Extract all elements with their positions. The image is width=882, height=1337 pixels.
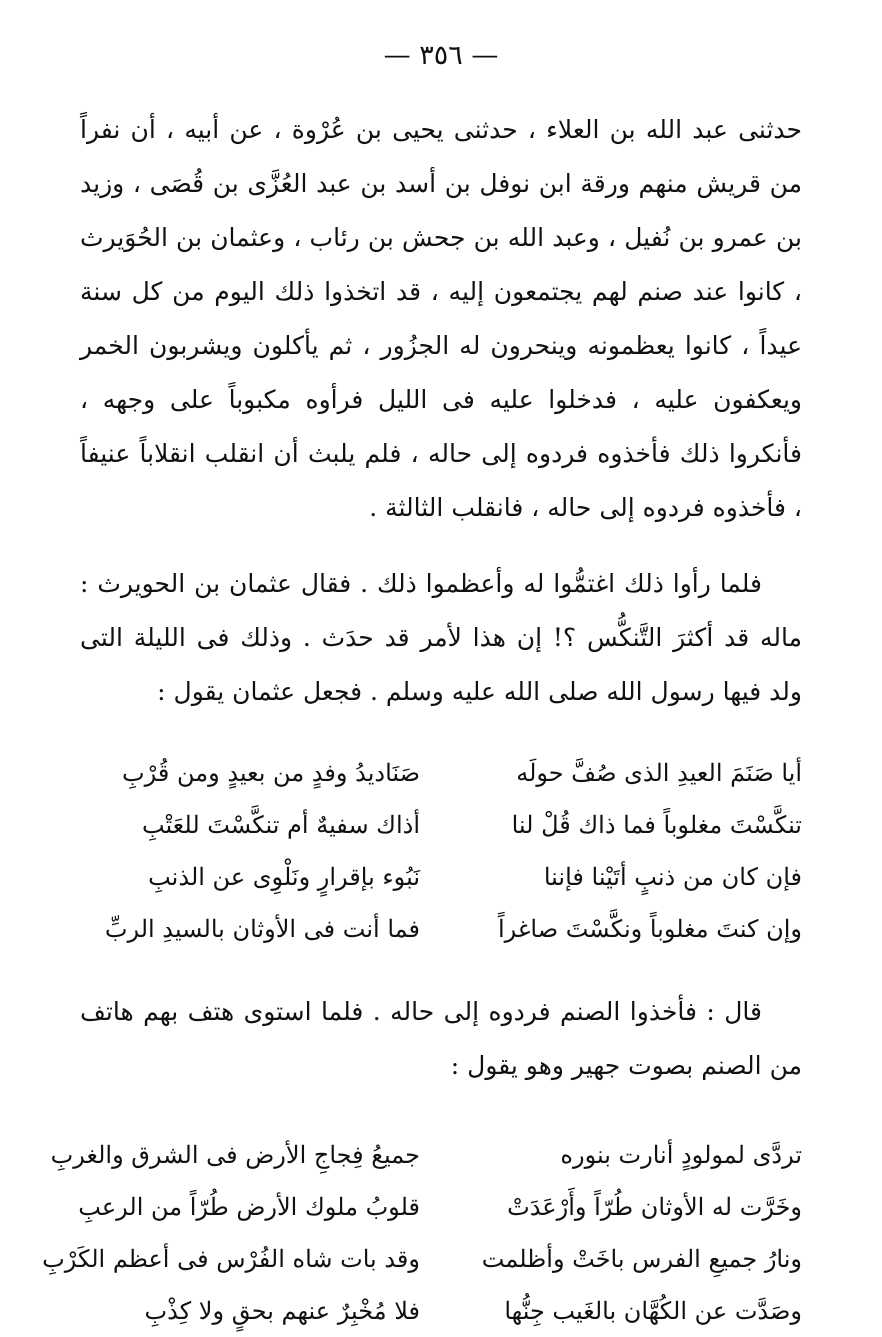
poem-verse [50, 1129, 802, 1181]
verse-second-hemistich: وقد بات شاه الفُرْس فى أعظم الكَرْبِ [42, 1245, 420, 1273]
verse-first-hemistich: وصَدَّت عن الكُهَّان بالغَيب جِنُّها [504, 1297, 802, 1325]
paragraph-3-text: قال : فأخذوا الصنم فردوه إلى حاله . فلما استوى هتف بهم هاتف من الصنم بصوت جهير وهو يقول : [80, 997, 802, 1080]
verse-first-hemistich: ونارُ جميعِ الفرس باخَتْ وأظلمت [481, 1245, 802, 1273]
verse-second-hemistich: صَنَاديدُ وفدٍ من بعيدٍ ومن قُرْبِ [122, 759, 420, 787]
verse-second-hemistich: قلوبُ ملوك الأرض طُرّاً من الرعبِ [78, 1193, 420, 1221]
paragraph-2-text: فلما رأوا ذلك اغتمُّوا له وأعظموا ذلك . فقال عثمان بن الحويرث : ماله قد أكثرَ التَّنكُّس ؟! إن هذا لأمر قد حدَث . وذلك فى الليلة التى ولد فيها رسول الله صلى الله عليه وسلم . فجعل عثمان يقول : [80, 569, 802, 706]
verse-second-hemistich: أذاك سفيهٌ أم تنكَّسْتَ للعَتْبِ [141, 811, 420, 839]
page-number: — ٣٥٦ — [383, 40, 499, 71]
poem-2 [42, 1129, 802, 1337]
paragraph-2 [80, 557, 802, 719]
verse-first-hemistich: وإن كنتَ مغلوباً ونكَّسْتَ صاغراً [497, 915, 802, 943]
verse-first-hemistich: تردَّى لمولودٍ أنارت بنوره [560, 1141, 802, 1169]
poem-1 [80, 747, 802, 955]
poem-verse [42, 1233, 802, 1285]
poem-verse [80, 747, 802, 799]
verse-first-hemistich: تنكَّسْتَ مغلوباً فما ذاك قُلْ لنا [511, 811, 802, 839]
verse-first-hemistich: فإن كان من ذنبٍ أتَيْنا فإننا [543, 863, 802, 891]
poem-verse [80, 799, 802, 851]
paragraph-3 [80, 985, 802, 1093]
verse-first-hemistich: وخَرَّت له الأوثان طُرّاً وأَرْعَدَتْ [507, 1193, 802, 1221]
poem-verse [80, 1181, 802, 1233]
verse-second-hemistich: فما أنت فى الأوثان بالسيدِ الربِّ [104, 915, 420, 943]
poem-verse [80, 1285, 802, 1337]
paragraph-1: حدثنى عبد الله بن العلاء ، حدثنى يحيى بن عُرْوة ، عن أبيه ، أن نفراً من قريش منهم ورقة ابن نوفل بن أسد بن عبد العُزَّى بن قُصَى ، وزيد بن عمرو بن نُفيل ، وعبد الله بن جحش بن رئاب ، وعثمان بن الحُوَيرث ، كانوا عند صنم لهم يجتمعون إليه ، قد اتخذوا ذلك اليوم من كل سنة عيداً ، كانوا يعظمونه وينحرون له الجزُور ، ثم يأكلون ويشربون الخمر ويعكفون عليه ، فدخلوا عليه فى الليل فرأوه مكبوباً على وجهه ، فأنكروا ذلك فأخذوه فردوه إلى حاله ، فلم يلبث أن انقلب انقلاباً عنيفاً ، فأخذوه فردوه إلى حاله ، فانقلب الثالثة . [80, 115, 802, 522]
poem-verse [80, 903, 802, 955]
verse-second-hemistich: جميعُ فِجاجِ الأرض فى الشرق والغربِ [50, 1141, 420, 1169]
verse-second-hemistich: نَبُوء بإقرارٍ ونَلْوِى عن الذنبِ [148, 863, 420, 891]
poem-verse [80, 851, 802, 903]
verse-second-hemistich: فلا مُخْبِرٌ عنهم بحقٍ ولا كِذْبِ [144, 1297, 420, 1325]
verse-first-hemistich: أيا صَنَمَ العيدِ الذى صُفَّ حولَه [516, 759, 802, 787]
